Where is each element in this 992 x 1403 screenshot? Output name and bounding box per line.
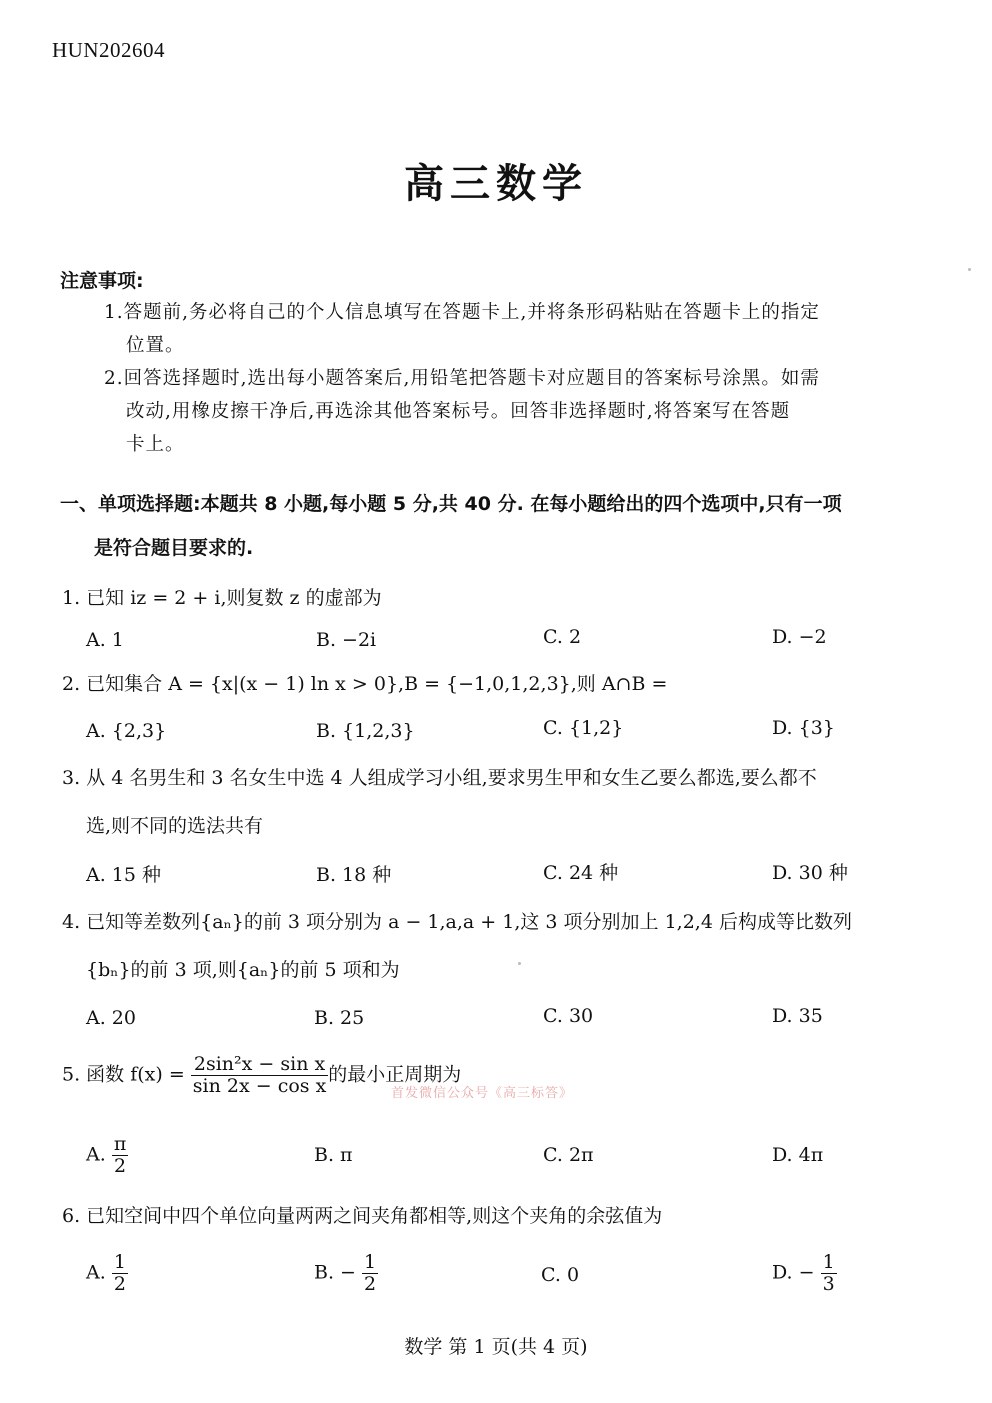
period-fraction (191, 1054, 329, 1097)
note-text: 卡上。 (126, 434, 185, 455)
q2-option-d: D. {3} (772, 717, 835, 739)
q2-option-b: B. {1,2,3} (316, 720, 415, 742)
note-item-1 (104, 296, 930, 362)
fraction-denominator: 3 (822, 1272, 835, 1295)
q6-option-a (86, 1252, 128, 1295)
q4-option-d: D. 35 (772, 1005, 823, 1027)
note-text: 答题前,务必将自己的个人信息填写在答题卡上,并将条形码粘贴在答题卡上的指定 (123, 302, 820, 323)
stem-text: 5. 函数 f(x) = (62, 1063, 185, 1086)
question-1-stem: 1. 已知 iz = 2 + i,则复数 z 的虚部为 (62, 587, 382, 609)
option-fraction (112, 1252, 128, 1295)
q6-option-b (314, 1252, 378, 1295)
note-text: 回答选择题时,选出每小题答案后,用铅笔把答题卡对应题目的答案标号涂黑。如需 (123, 368, 820, 389)
watermark: 首发微信公众号《高三标答》 (391, 1086, 574, 1101)
note-text: 改动,用橡皮擦干净后,再选涂其他答案标号。回答非选择题时,将答案写在答题 (126, 401, 791, 422)
fraction-denominator: sin 2x − cos x (192, 1074, 327, 1097)
q3-option-b: B. 18 种 (316, 864, 392, 886)
section-heading (60, 482, 930, 570)
scan-speck (518, 962, 521, 965)
question-2-stem: 2. 已知集合 A = {x|(x − 1) ln x > 0},B = {−1,0,1,2,3},则 A∩B = (62, 673, 668, 695)
q3-option-d: D. 30 种 (772, 862, 848, 884)
q5-option-c: C. 2π (543, 1144, 594, 1166)
fraction-numerator: 1 (364, 1251, 377, 1273)
q6-option-c: C. 0 (541, 1264, 580, 1286)
option-fraction (362, 1252, 378, 1295)
fraction-denominator: 2 (364, 1272, 377, 1295)
notes-heading: 注意事项: (60, 270, 144, 292)
note-text: 位置。 (126, 335, 185, 356)
note-number: 1. (104, 302, 124, 323)
scan-speck (968, 268, 971, 271)
question-4-stem (62, 898, 928, 994)
question-3-stem (62, 754, 928, 850)
page-footer: 数学 第 1 页(共 4 页) (404, 1336, 588, 1358)
stem-text: 的最小正周期为 (328, 1063, 462, 1086)
q3-option-a: A. 15 种 (86, 864, 162, 886)
exam-code: HUN202604 (52, 38, 165, 62)
q4-option-c: C. 30 (543, 1005, 594, 1027)
q2-option-a: A. {2,3} (86, 720, 167, 742)
fraction-numerator: π (113, 1133, 127, 1155)
section-line: 是符合题目要求的. (94, 537, 254, 559)
q3-option-c: C. 24 种 (543, 862, 619, 884)
q2-option-c: C. {1,2} (543, 717, 624, 739)
q6-option-d (772, 1252, 837, 1295)
note-number: 2. (104, 368, 124, 389)
q5-option-a (86, 1134, 128, 1177)
stem-line: 选,则不同的选法共有 (86, 815, 264, 837)
q4-option-b: B. 25 (314, 1007, 365, 1029)
question-6-stem: 6. 已知空间中四个单位向量两两之间夹角都相等,则这个夹角的余弦值为 (62, 1205, 663, 1227)
fraction-numerator: 1 (822, 1251, 835, 1273)
option-fraction (821, 1252, 837, 1295)
q5-option-d: D. 4π (772, 1144, 824, 1166)
page-title: 高三数学 (404, 161, 588, 207)
fraction-numerator: 1 (113, 1251, 126, 1273)
section-line: 一、单项选择题:本题共 8 小题,每小题 5 分,共 40 分. 在每小题给出的四个选项中,只有一项 (60, 493, 842, 515)
stem-line: 4. 已知等差数列{aₙ}的前 3 项分别为 a − 1,a,a + 1,这 3 项分别加上 1,2,4 后构成等比数列 (62, 911, 852, 933)
option-fraction (112, 1134, 129, 1177)
fraction-numerator: 2sin²x − sin x (191, 1054, 329, 1076)
option-label: B. − (314, 1261, 356, 1284)
q1-option-a: A. 1 (86, 629, 124, 651)
stem-line: {bₙ}的前 3 项,则{aₙ}的前 5 项和为 (86, 959, 400, 981)
q1-option-c: C. 2 (543, 626, 582, 648)
stem-line: 3. 从 4 名男生和 3 名女生中选 4 人组成学习小组,要求男生甲和女生乙要么都选,要么都不 (62, 767, 817, 789)
q1-option-d: D. −2 (772, 626, 827, 648)
q4-option-a: A. 20 (86, 1007, 136, 1029)
option-label: A. (86, 1143, 106, 1166)
fraction-denominator: 2 (113, 1272, 126, 1295)
option-label: A. (86, 1261, 106, 1284)
q5-option-b: B. π (314, 1144, 353, 1166)
fraction-denominator: 2 (114, 1154, 127, 1177)
option-label: D. − (772, 1261, 815, 1284)
q1-option-b: B. −2i (316, 629, 377, 651)
note-item-2 (104, 362, 930, 461)
